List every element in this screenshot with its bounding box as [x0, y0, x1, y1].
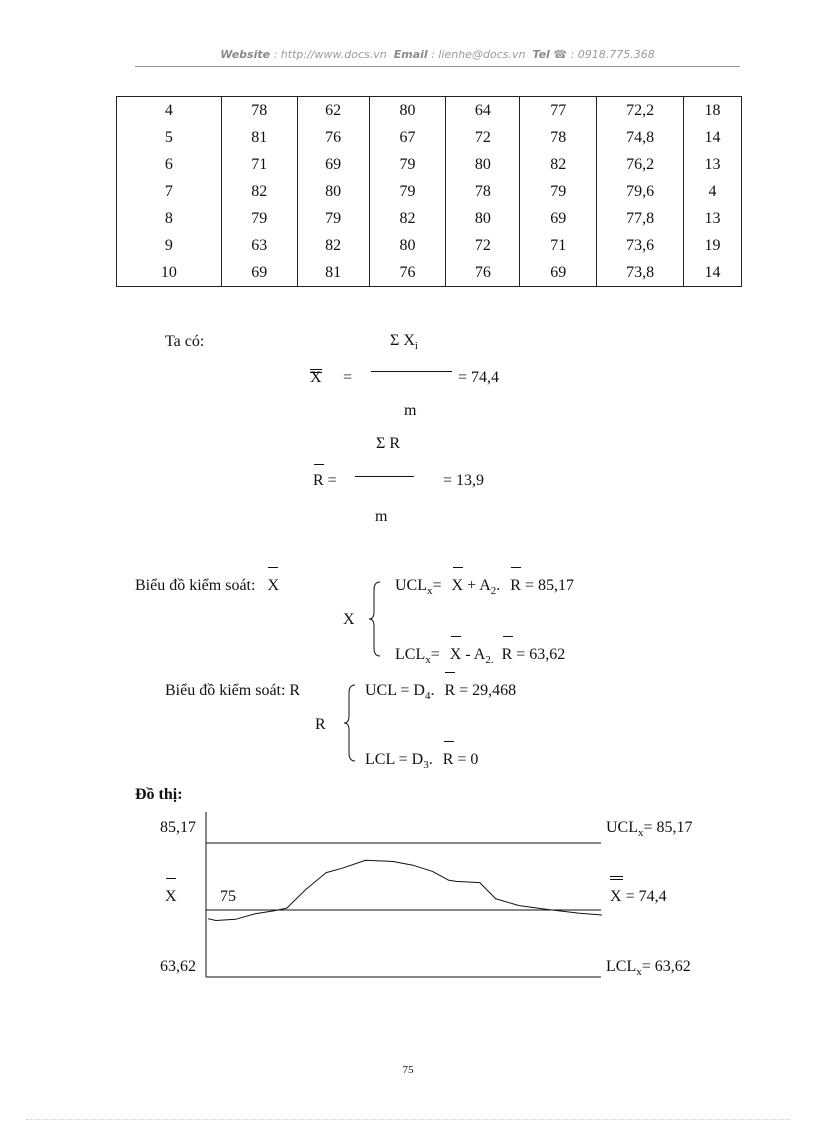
- table-cell: 18: [684, 97, 742, 125]
- table-cell: 7: [117, 178, 222, 205]
- rbar-lhs: R =: [313, 472, 337, 490]
- table-cell: 19: [684, 232, 742, 259]
- table-cell: 72: [446, 124, 520, 151]
- table-cell: 67: [369, 124, 446, 151]
- sum-r: [376, 435, 400, 453]
- table-cell: 78: [221, 97, 297, 125]
- footer-divider: [26, 1119, 790, 1120]
- fraction-line-x: [371, 371, 452, 372]
- tel-value: : 0918.775.368: [570, 48, 655, 61]
- control-x-side-label: X: [343, 611, 355, 628]
- table-cell: 79: [297, 205, 369, 232]
- table-row: [117, 178, 742, 205]
- lcl-r-line: LCL = $D_3$. R = 0: [365, 751, 478, 771]
- table-cell: 77: [520, 97, 597, 125]
- table-cell: 10: [117, 259, 222, 287]
- table-cell: 79: [520, 178, 597, 205]
- table-row: [117, 97, 742, 125]
- m-denominator-x: m: [404, 402, 417, 419]
- data-table: [116, 96, 742, 287]
- xbarbar-equals: =: [343, 369, 353, 386]
- control-x-title: Biểu đồ kiểm soát: X: [135, 577, 279, 595]
- control-r-side-label: R: [315, 716, 326, 733]
- ucl-r-line: UCL = $D_4$. R = 29,468: [365, 682, 516, 702]
- header-divider: [135, 66, 740, 67]
- email-value[interactable]: : lienhe@docs.vn: [431, 48, 526, 61]
- table-cell: 79: [369, 178, 446, 205]
- table-row: [117, 151, 742, 178]
- xbarbar-letter: X: [310, 369, 322, 386]
- table-cell: 69: [297, 151, 369, 178]
- table-cell: 80: [369, 232, 446, 259]
- ta-co-label: Ta có:: [165, 333, 205, 350]
- table-cell: 73,6: [597, 232, 684, 259]
- xi-sub: i: [414, 340, 418, 353]
- table-cell: 8: [117, 205, 222, 232]
- table-cell: 82: [520, 151, 597, 178]
- table-cell: 82: [297, 232, 369, 259]
- table-cell: 82: [221, 178, 297, 205]
- control-r-title: Biểu đồ kiểm soát: R: [165, 682, 301, 699]
- control-x-title-symbol: X: [267, 577, 279, 594]
- chart-heading: Đồ thị:: [135, 786, 183, 803]
- center-label: X = 74,4: [610, 888, 667, 906]
- table-cell: 4: [117, 97, 222, 125]
- table-cell: 63: [221, 232, 297, 259]
- tel-label: Tel: [532, 48, 550, 61]
- table-cell: 5: [117, 124, 222, 151]
- table-cell: 71: [221, 151, 297, 178]
- table-cell: 81: [297, 259, 369, 287]
- ucl-label: $UCL_x= 85,17$: [606, 819, 693, 840]
- xi-base: X: [403, 332, 415, 349]
- table-cell: 73,8: [597, 259, 684, 287]
- chart-series: [208, 860, 602, 920]
- table-body: [117, 97, 742, 287]
- brace-r: [343, 683, 359, 763]
- page-header: [135, 48, 740, 61]
- table-cell: 69: [520, 205, 597, 232]
- rbar-value: = 13,9: [443, 472, 485, 489]
- y-tick-lcl: 63,62: [160, 958, 196, 975]
- table-cell: 76: [297, 124, 369, 151]
- table-cell: 77,8: [597, 205, 684, 232]
- table-cell: 6: [117, 151, 222, 178]
- table-cell: 80: [446, 151, 520, 178]
- table-cell: 9: [117, 232, 222, 259]
- table-cell: 14: [684, 124, 742, 151]
- xbarbar-symbol: [310, 369, 322, 387]
- phone-icon: ☎: [553, 48, 568, 61]
- sum-r-letter: R: [389, 435, 400, 452]
- table-cell: 72,2: [597, 97, 684, 125]
- table-cell: 76: [446, 259, 520, 287]
- xbar-series-line: [208, 860, 602, 920]
- brace-x: [368, 580, 384, 658]
- table-cell: 78: [520, 124, 597, 151]
- chart-inner-label: 75: [220, 888, 236, 905]
- lcl-x-line: $LCL_x=$ X - $A_{2.}$ R = 63,62: [395, 646, 565, 666]
- table-row: [117, 205, 742, 232]
- table-cell: 71: [520, 232, 597, 259]
- y-tick-xbar: X: [165, 888, 177, 906]
- table-cell: 74,8: [597, 124, 684, 151]
- table-cell: 80: [369, 97, 446, 125]
- table-cell: 14: [684, 259, 742, 287]
- page-number: 75: [402, 1064, 414, 1076]
- table-cell: 69: [520, 259, 597, 287]
- table-cell: 62: [297, 97, 369, 125]
- table-cell: 76,2: [597, 151, 684, 178]
- table-cell: 78: [446, 178, 520, 205]
- sigma-r-symbol: Σ: [376, 435, 386, 452]
- table-row: [117, 232, 742, 259]
- m-denominator-r: m: [375, 508, 388, 525]
- table-cell: 64: [446, 97, 520, 125]
- y-tick-ucl: 85,17: [160, 819, 196, 836]
- table-cell: 79: [221, 205, 297, 232]
- lcl-label: $LCL_x= 63,62$: [606, 958, 691, 979]
- table-cell: 79: [369, 151, 446, 178]
- sum-xi: [390, 332, 418, 352]
- table-row: [117, 259, 742, 287]
- fraction-line-r: [355, 476, 414, 477]
- table-cell: 80: [297, 178, 369, 205]
- email-label: Email: [393, 48, 428, 61]
- website-label: Website: [220, 48, 271, 61]
- table-cell: 76: [369, 259, 446, 287]
- table-cell: 81: [221, 124, 297, 151]
- website-value[interactable]: : http://www.docs.vn: [273, 48, 387, 61]
- ucl-x-line: $UCL_x=$ $X + A_2$. R = 85,17: [395, 577, 574, 597]
- sigma-symbol: Σ: [390, 332, 400, 349]
- table-row: [117, 124, 742, 151]
- xbarbar-value: = 74,4: [458, 369, 500, 386]
- table-cell: 13: [684, 205, 742, 232]
- table-cell: 13: [684, 151, 742, 178]
- table-cell: 72: [446, 232, 520, 259]
- table-cell: 80: [446, 205, 520, 232]
- table-cell: 69: [221, 259, 297, 287]
- table-cell: 82: [369, 205, 446, 232]
- table-cell: 4: [684, 178, 742, 205]
- table-cell: 79,6: [597, 178, 684, 205]
